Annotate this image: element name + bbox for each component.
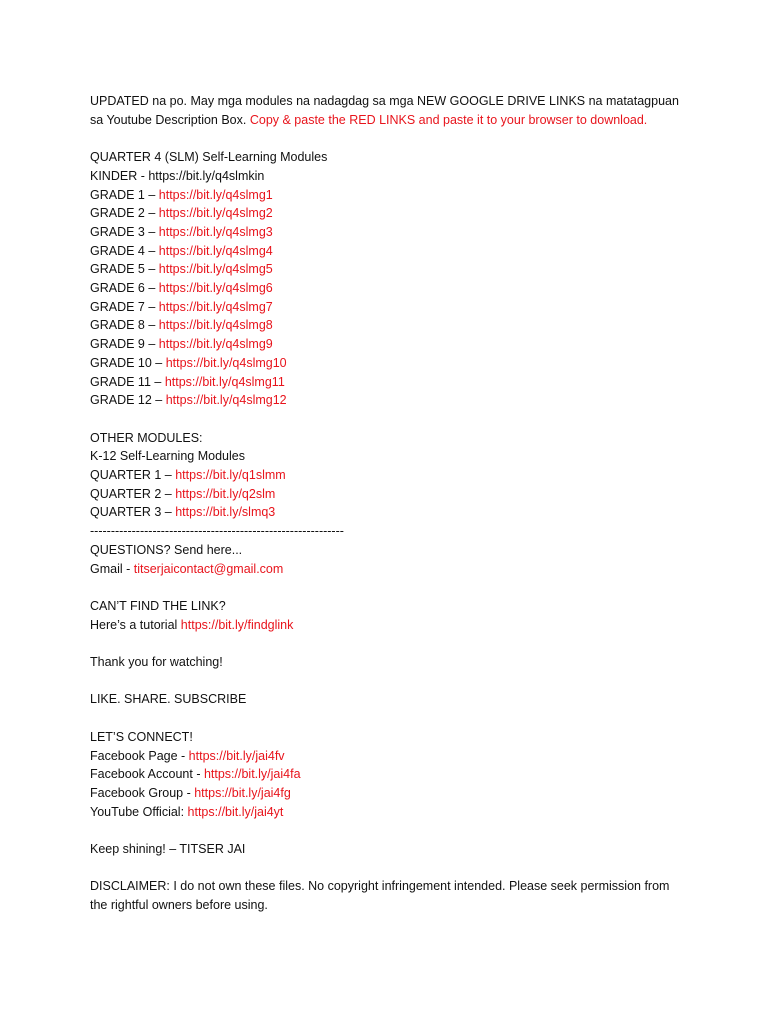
connect-heading: LET’S CONNECT! <box>90 729 193 744</box>
grade-8-link[interactable]: https://bit.ly/q4slmg8 <box>158 318 273 333</box>
tutorial-link[interactable]: https://bit.ly/findglink <box>180 617 294 632</box>
grade-10-line <box>90 354 690 373</box>
intro-red-instruction: Copy & paste the RED LINKS and paste it to your browser to download. <box>249 112 648 127</box>
spacer <box>90 634 690 653</box>
grade-5-line <box>90 260 690 279</box>
social-label: Facebook Account - <box>90 767 204 782</box>
quarter-2-line <box>90 485 690 504</box>
spacer <box>90 410 690 429</box>
quarter-3-line <box>90 503 690 522</box>
like-share-subscribe-text: LIKE. SHARE. SUBSCRIBE <box>90 692 247 707</box>
grade-3-line <box>90 223 690 242</box>
quarter-label: QUARTER 3 – <box>90 505 176 520</box>
intro-text: UPDATED na po. May mga modules na nadagdag sa mga NEW GOOGLE DRIVE LINKS na matatagpuan sa Youtube Description Box. <box>90 94 679 127</box>
grade-11-line <box>90 373 690 392</box>
gmail-line <box>90 560 690 579</box>
grade-1-link[interactable]: https://bit.ly/q4slmg1 <box>158 187 273 202</box>
quarter-2-link[interactable]: https://bit.ly/q2slm <box>175 486 276 501</box>
grade-2-link[interactable]: https://bit.ly/q4slmg2 <box>158 206 273 221</box>
grade-3-link[interactable]: https://bit.ly/q4slmg3 <box>158 224 273 239</box>
spacer <box>90 672 690 691</box>
grade-4-line <box>90 242 690 261</box>
grade-5-link[interactable]: https://bit.ly/q4slmg5 <box>158 262 273 277</box>
grade-label: GRADE 3 – <box>90 224 159 239</box>
grade-7-link[interactable]: https://bit.ly/q4slmg7 <box>158 299 273 314</box>
spacer <box>90 129 690 148</box>
questions-heading: QUESTIONS? Send here... <box>90 542 243 557</box>
quarter-label: QUARTER 1 – <box>90 468 176 483</box>
facebook-group-link[interactable]: https://bit.ly/jai4fg <box>194 785 291 800</box>
document-page <box>90 92 690 915</box>
social-links-list <box>90 747 690 822</box>
k12-subheading: K-12 Self-Learning Modules <box>90 449 245 464</box>
intro-paragraph <box>90 92 690 129</box>
grade-label: GRADE 12 – <box>90 393 166 408</box>
spacer <box>90 709 690 728</box>
grade-label: GRADE 8 – <box>90 318 159 333</box>
gmail-address-link[interactable]: titserjaicontact@gmail.com <box>133 561 284 576</box>
spacer <box>90 821 690 840</box>
grade-label: GRADE 10 – <box>90 355 166 370</box>
tutorial-line <box>90 616 690 635</box>
other-modules-heading: OTHER MODULES: <box>90 430 203 445</box>
grade-2-line <box>90 204 690 223</box>
gmail-label: Gmail - <box>90 561 134 576</box>
grade-12-line <box>90 391 690 410</box>
grade-label: GRADE 1 – <box>90 187 159 202</box>
dashed-separator: ------------------------------------------------------------- <box>90 524 344 539</box>
grade-9-link[interactable]: https://bit.ly/q4slmg9 <box>158 337 273 352</box>
signoff-text: Keep shining! – TITSER JAI <box>90 842 246 857</box>
grade-9-line <box>90 335 690 354</box>
grade-label: GRADE 4 – <box>90 243 159 258</box>
quarter-label: QUARTER 2 – <box>90 486 176 501</box>
thanks-text: Thank you for watching! <box>90 655 223 670</box>
grade-label: GRADE 7 – <box>90 299 159 314</box>
quarter-links-list <box>90 466 690 522</box>
quarter-1-link[interactable]: https://bit.ly/q1slmm <box>175 468 286 483</box>
grade-12-link[interactable]: https://bit.ly/q4slmg12 <box>165 393 287 408</box>
facebook-page-line <box>90 747 690 766</box>
facebook-page-link[interactable]: https://bit.ly/jai4fv <box>188 748 285 763</box>
facebook-group-line <box>90 784 690 803</box>
grade-label: GRADE 2 – <box>90 206 159 221</box>
grade-4-link[interactable]: https://bit.ly/q4slmg4 <box>158 243 273 258</box>
q4-heading: QUARTER 4 (SLM) Self-Learning Modules <box>90 150 328 165</box>
grade-label: GRADE 9 – <box>90 337 159 352</box>
grade-label: GRADE 11 – <box>90 374 165 389</box>
grade-links-list <box>90 186 690 410</box>
youtube-official-link[interactable]: https://bit.ly/jai4yt <box>187 804 284 819</box>
social-label: YouTube Official: <box>90 804 188 819</box>
facebook-account-link[interactable]: https://bit.ly/jai4fa <box>203 767 301 782</box>
grade-6-line <box>90 279 690 298</box>
grade-8-line <box>90 316 690 335</box>
spacer <box>90 578 690 597</box>
social-label: Facebook Page - <box>90 748 189 763</box>
grade-11-link[interactable]: https://bit.ly/q4slmg11 <box>164 374 285 389</box>
grade-7-line <box>90 298 690 317</box>
grade-10-link[interactable]: https://bit.ly/q4slmg10 <box>165 355 287 370</box>
kinder-line: KINDER - https://bit.ly/q4slmkin <box>90 168 265 183</box>
tutorial-label: Here’s a tutorial <box>90 617 181 632</box>
find-link-heading: CAN’T FIND THE LINK? <box>90 598 226 613</box>
quarter-3-link[interactable]: https://bit.ly/slmq3 <box>175 505 276 520</box>
social-label: Facebook Group - <box>90 785 195 800</box>
quarter-1-line <box>90 466 690 485</box>
facebook-account-line <box>90 765 690 784</box>
grade-1-line <box>90 186 690 205</box>
disclaimer-text: DISCLAIMER: I do not own these files. No copyright infringement intended. Please seek permission from the rightful owners before using. <box>90 879 670 913</box>
grade-label: GRADE 5 – <box>90 262 159 277</box>
grade-label: GRADE 6 – <box>90 281 159 296</box>
youtube-official-line <box>90 803 690 822</box>
grade-6-link[interactable]: https://bit.ly/q4slmg6 <box>158 281 273 296</box>
spacer <box>90 859 690 878</box>
